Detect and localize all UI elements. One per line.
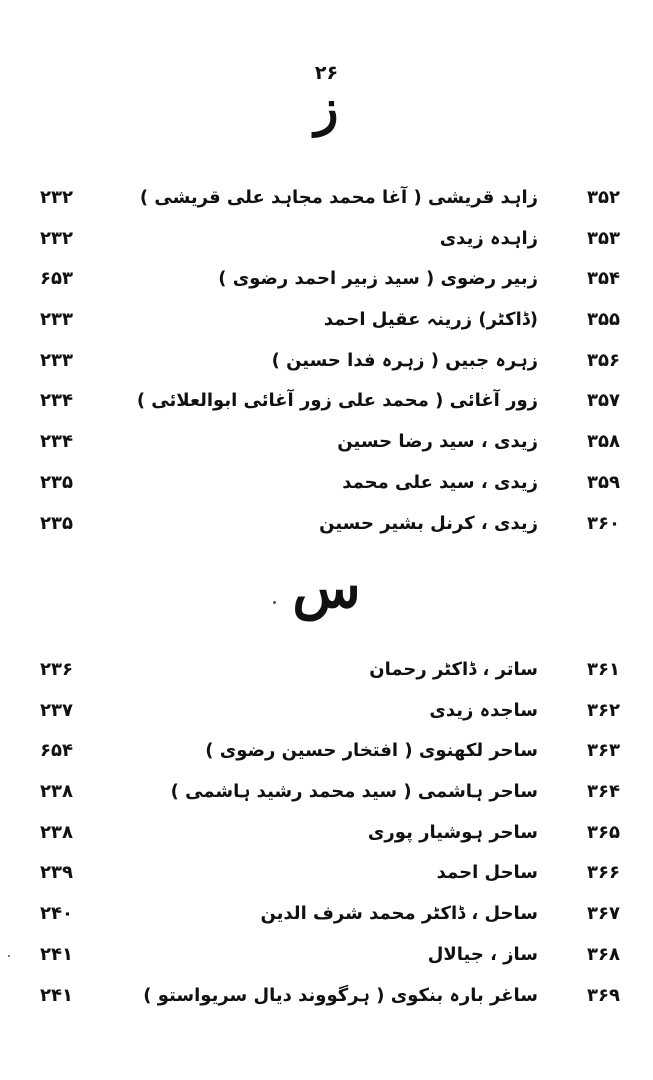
entry-page-number: ۲۳۲ [40,227,73,249]
entry-serial: ۳۶۷ [587,903,620,925]
entry-page-number: ۲۳۴ [40,390,73,412]
list-item [40,894,620,935]
entry-serial: ۳۵۲ [587,187,620,208]
page-number: ۲۶ [314,62,339,84]
entry-page-number: ۲۳۸ [40,821,73,843]
list-item [40,772,620,813]
entry-serial: ۳۵۵ [587,309,620,331]
entry-name: ساحل احمد [436,862,538,884]
list-item [40,813,620,854]
entry-serial: ۳۵۷ [587,390,620,412]
entry-name: زبیر رضوی ( سید زبیر احمد رضوی ) [218,268,538,290]
list-item [40,463,620,504]
entry-name: ساتر ، ڈاکٹر رحمان [369,659,538,680]
entry-serial: ۳۵۶ [587,349,620,371]
list-item [40,178,620,219]
entries-list-seen [40,650,620,1016]
entry-serial: ۳۶۰ [587,512,620,534]
list-item [40,650,620,691]
entry-serial: ۳۵۹ [587,471,620,493]
list-item [40,219,620,260]
entry-page-number: ۲۳۳ [40,349,73,371]
entry-serial: ۳۶۸ [587,943,620,965]
entry-page-number: ۲۳۷ [40,699,73,721]
list-item [40,422,620,463]
entry-page-number: ۲۳۵ [40,471,73,493]
list-item [40,381,620,422]
list-item [40,259,620,300]
list-item [40,976,620,1017]
entry-name: ساحر ہاشمی ( سید محمد رشید ہاشمی ) [170,781,538,803]
entry-name: زاہدہ زیدی [439,227,538,249]
entry-serial: ۳۶۵ [587,821,620,843]
entry-name: ساغر بارہ بنکوی ( ہرگووند دیال سریواستو ) [143,984,538,1006]
entry-serial: ۳۶۹ [587,984,620,1006]
entry-serial: ۳۶۶ [587,862,620,884]
list-item [40,504,620,545]
list-item [40,731,620,772]
stray-dot [8,955,10,957]
entry-page-number: ۲۳۹ [40,862,73,884]
entry-name: ساحر لکھنوی ( افتخار حسین رضوی ) [205,740,538,762]
entry-serial: ۳۶۳ [587,740,620,762]
entry-serial: ۳۵۸ [587,431,620,453]
entry-page-number: ۲۳۵ [40,512,73,534]
entry-name: زہرہ جبیں ( زہرہ فدا حسین ) [271,349,538,371]
entry-page-number: ۲۴۱ [40,943,73,965]
entry-name: زیدی ، کرنل بشیر حسین [319,512,538,534]
list-item [40,853,620,894]
section-letter-zay: ز [314,78,339,137]
entry-serial: ۳۶۲ [587,699,620,721]
entry-page-number: ۶۵۴ [40,740,73,762]
entry-name: زیدی ، سید رضا حسین [337,431,538,453]
entry-page-number: ۶۵۳ [40,268,73,290]
entry-name: ساز ، جیالال [427,943,538,965]
entry-name: ساحر ہوشیار پوری [367,821,538,843]
entry-serial: ۳۵۴ [587,268,620,290]
list-item [40,341,620,382]
entry-page-number: ۲۳۳ [40,309,73,331]
entry-page-number: ۲۳۶ [40,659,73,680]
entry-serial: ۳۶۴ [587,781,620,803]
entry-page-number: ۲۴۰ [40,903,73,925]
entry-serial: ۳۶۱ [587,659,620,680]
entry-name: ساجدہ زیدی [429,699,538,721]
entry-name: زاہد قریشی ( آغا محمد مجاہد علی قریشی ) [139,187,538,208]
entry-page-number: ۲۳۲ [40,187,73,208]
entry-serial: ۳۵۳ [587,227,620,249]
entry-page-number: ۲۳۸ [40,781,73,803]
entry-name: زیدی ، سید علی محمد [342,471,538,493]
entry-page-number: ۲۳۴ [40,431,73,453]
entry-name: (ڈاکٹر) زرینہ عقیل احمد [323,309,538,331]
list-item [40,300,620,341]
entry-page-number: ۲۴۱ [40,984,73,1006]
list-item [40,691,620,732]
section-letter-seen: س [292,555,361,621]
entries-list-zay [40,178,620,544]
list-item [40,935,620,976]
entry-name: زور آغائی ( محمد علی زور آغائی ابوالعلائی ) [136,390,538,412]
entry-name: ساحل ، ڈاکٹر محمد شرف الدین [260,903,538,925]
